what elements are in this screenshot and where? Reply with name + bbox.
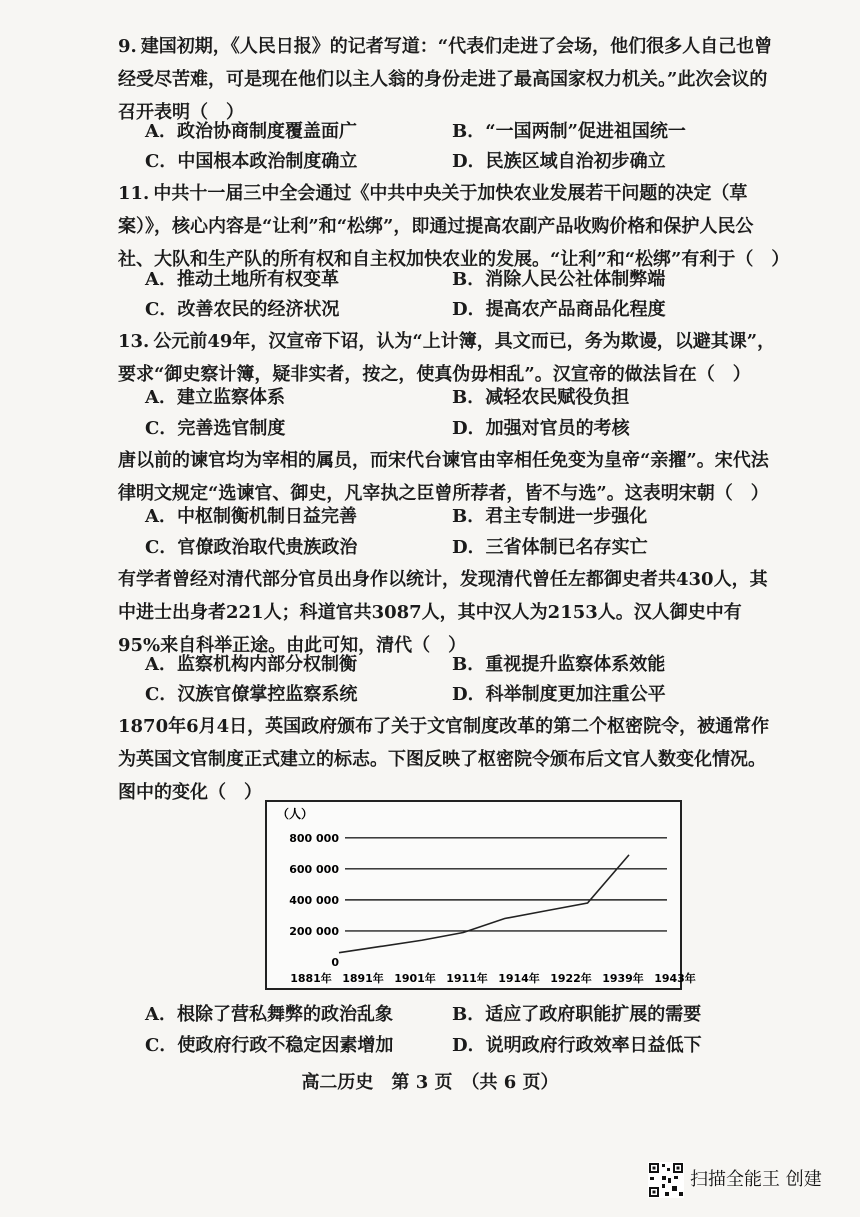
question-stem: 有学者曾经对清代部分官员出身作以统计，发现清代曾任左都御史者共430人，其中进士出身者221人；科道官共3087人，其中汉人为2153人。汉人御史中有95%来自科举正途。由此可知，清代（ ）	[118, 569, 768, 656]
y-tick-label: 400 000	[289, 893, 339, 907]
option-b[interactable]: B．适应了政府职能扩展的需要	[452, 1004, 702, 1025]
y-axis-label: （人）	[277, 807, 314, 821]
question-14	[118, 710, 783, 809]
option-d[interactable]: D．三省体制已名存实亡	[452, 537, 648, 558]
question-number: 13.	[118, 331, 150, 352]
question-number: 9.	[118, 36, 137, 57]
option-c[interactable]: C．中国根本政治制度确立	[145, 151, 358, 172]
option-c[interactable]: C．完善选官制度	[145, 418, 286, 439]
question-10	[118, 177, 790, 276]
option-c[interactable]: C．汉族官僚掌控监察系统	[145, 684, 358, 705]
question-13	[118, 563, 783, 662]
option-d[interactable]: D．说明政府行政效率日益低下	[452, 1035, 702, 1056]
option-c[interactable]: C．使政府行政不稳定因素增加	[145, 1035, 394, 1056]
y-tick-label: 800 000	[289, 831, 339, 845]
option-d[interactable]: D．民族区域自治初步确立	[452, 151, 666, 172]
x-tick-label: 1943年	[654, 972, 696, 985]
x-tick-label: 1891年	[342, 972, 384, 985]
option-d[interactable]: D．提高农产品商品化程度	[452, 299, 666, 320]
option-a[interactable]: A．政治协商制度覆盖面广	[145, 121, 357, 142]
option-a[interactable]: A．推动土地所有权变革	[145, 269, 339, 290]
qr-code-icon	[648, 1162, 684, 1198]
question-number: 11.	[118, 183, 150, 204]
option-a[interactable]: A．中枢制衡机制日益完善	[145, 506, 357, 527]
line-chart	[267, 802, 696, 988]
question-stem: 9. 建国初期，《人民日报》的记者写道：“代表们走进了会场，他们很多人自己也曾经受尽苦难，可是现在他们以主人翁的身份走进了最高国家权力机关。”此次会议的召开表明（ ）	[118, 36, 773, 123]
x-tick-label: 1939年	[602, 972, 644, 985]
option-a[interactable]: A．监察机构内部分权制衡	[145, 654, 357, 675]
option-b[interactable]: B．重视提升监察体系效能	[452, 654, 666, 675]
question-11	[118, 325, 783, 391]
option-b[interactable]: B．消除人民公社体制弊端	[452, 269, 666, 290]
y-tick-label: 600 000	[289, 862, 339, 876]
y-tick-label: 0	[331, 956, 339, 969]
x-tick-label: 1914年	[498, 972, 540, 985]
question-stem: 1870年6月4日，英国政府颁布了关于文官制度改革的第二个枢密院令，被通常作为英国文官制度正式建立的标志。下图反映了枢密院令颁布后文官人数变化情况。图中的变化（ ）	[118, 716, 770, 803]
option-b[interactable]: B．君主专制进一步强化	[452, 506, 648, 527]
x-tick-label: 1922年	[550, 972, 592, 985]
x-tick-label: 1901年	[394, 972, 436, 985]
option-d[interactable]: D．加强对官员的考核	[452, 418, 630, 439]
option-b[interactable]: B．减轻农民赋役负担	[452, 387, 630, 408]
option-c[interactable]: C．官僚政治取代贵族政治	[145, 537, 358, 558]
question-12	[118, 444, 783, 510]
option-d[interactable]: D．科举制度更加注重公平	[452, 684, 666, 705]
question-stem: 唐以前的谏官均为宰相的属员，而宋代台谏官由宰相任免变为皇帝“亲擢”。宋代法律明文规定“选谏官、御史，凡宰执之臣曾所荐者，皆不与选”。这表明宋朝（ ）	[118, 450, 769, 504]
civil-servant-chart	[265, 800, 696, 990]
option-c[interactable]: C．改善农民的经济状况	[145, 299, 340, 320]
option-a[interactable]: A．根除了营私舞弊的政治乱象	[145, 1004, 393, 1025]
x-tick-label: 1911年	[446, 972, 488, 985]
question-stem: 13. 公元前49年，汉宣帝下诏，认为“上计簿，具文而已，务为欺谩，以避其课”，要求“御史察计簿，疑非实者，按之，使真伪毋相乱”。汉宣帝的做法旨在（ ）	[118, 331, 776, 385]
watermark-brand: 扫描全能王 创建	[690, 1169, 822, 1190]
option-b[interactable]: B．“一国两制”促进祖国统一	[452, 121, 686, 142]
question-stem: 11. 中共十一届三中全会通过《中共中央关于加快农业发展若干问题的决定（草案）》，核心内容是“让利”和“松绑”，即通过提高农副产品收购价格和保护人民公社、大队和生产队的所有权和自主权加快农业的发展。“让利”和“松绑”有利于（ ）	[118, 183, 790, 270]
question-9	[118, 30, 783, 129]
y-tick-label: 200 000	[289, 924, 339, 938]
page-footer: 高二历史 第 3 页 （共 6 页）	[301, 1072, 559, 1093]
option-a[interactable]: A．建立监察体系	[145, 387, 285, 408]
x-tick-label: 1881年	[290, 972, 332, 985]
